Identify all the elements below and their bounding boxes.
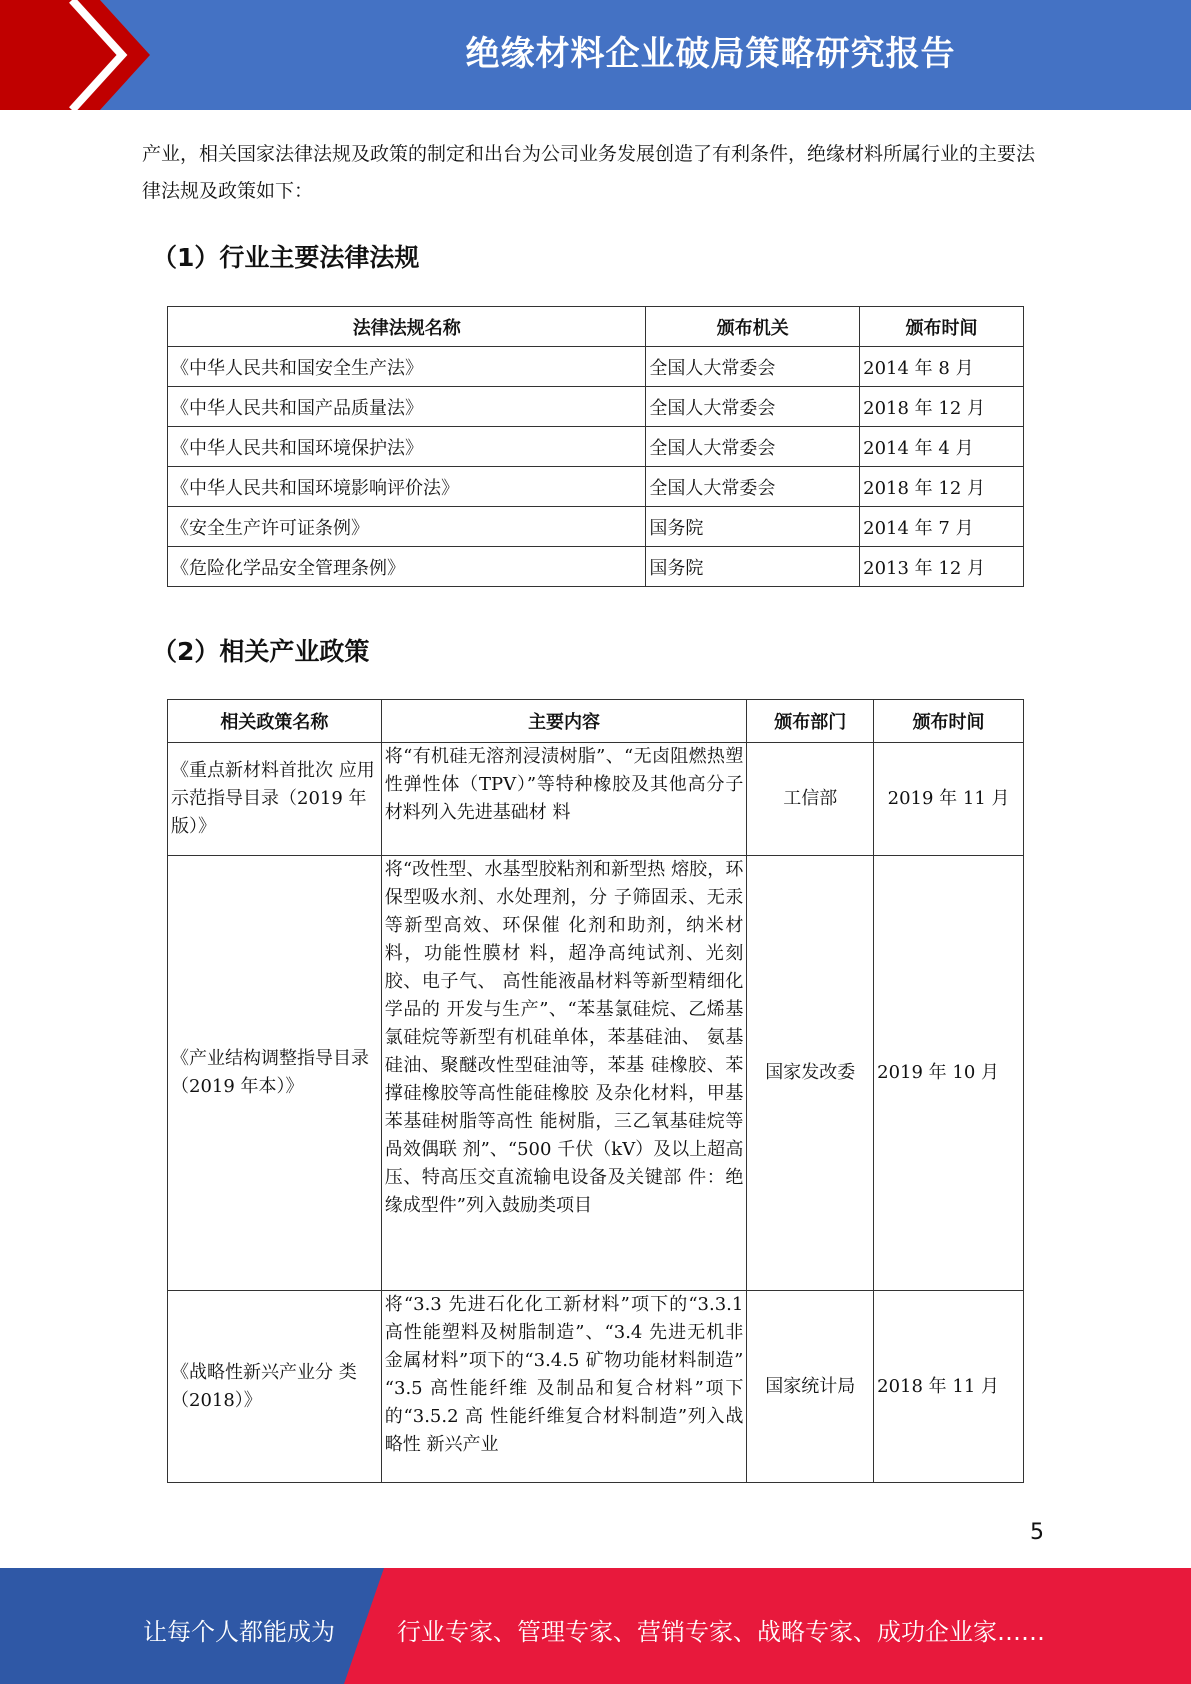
date-cell: 2019 年 10 月 bbox=[874, 856, 1024, 1291]
column-header-date: 颁布时间 bbox=[860, 307, 1024, 347]
date-cell: 2018 年 12 月 bbox=[860, 467, 1024, 507]
law-name-cell: 《中华人民共和国环境保护法》 bbox=[168, 427, 646, 467]
table-row bbox=[168, 856, 1024, 1291]
header-banner bbox=[0, 0, 1191, 110]
date-cell: 2018 年 11 月 bbox=[874, 1291, 1024, 1483]
footer-slogan-right: 行业专家、管理专家、营销专家、战略专家、成功企业家…… bbox=[397, 1618, 1045, 1646]
date-cell: 2018 年 12 月 bbox=[860, 387, 1024, 427]
column-header-content: 主要内容 bbox=[381, 700, 747, 743]
column-header-authority: 颁布机关 bbox=[646, 307, 860, 347]
intro-paragraph: 产业，相关国家法律法规及政策的制定和出台为公司业务发展创造了有利条件，绝缘材料所属行业的主要法律法规及政策如下： bbox=[142, 143, 1036, 202]
footer-slogan-left: 让每个人都能成为 bbox=[143, 1618, 335, 1646]
date-cell: 2019 年 11 月 bbox=[874, 743, 1024, 856]
authority-cell: 全国人大常委会 bbox=[646, 347, 860, 387]
column-header-law-name: 法律法规名称 bbox=[168, 307, 646, 347]
policies-table bbox=[167, 699, 1024, 1483]
laws-table-header bbox=[168, 307, 1024, 347]
law-name-cell: 《中华人民共和国安全生产法》 bbox=[168, 347, 646, 387]
policy-name-cell: 《战略性新兴产业分 类（2018）》 bbox=[168, 1291, 382, 1483]
table-row bbox=[168, 387, 1024, 427]
table-row bbox=[168, 507, 1024, 547]
policy-name-cell: 《产业结构调整指导目录（2019 年本）》 bbox=[168, 856, 382, 1291]
table-row bbox=[168, 427, 1024, 467]
table-row bbox=[168, 347, 1024, 387]
header-arrow-graphic bbox=[0, 0, 160, 110]
table-row bbox=[168, 1291, 1024, 1483]
authority-cell: 全国人大常委会 bbox=[646, 467, 860, 507]
law-name-cell: 《中华人民共和国产品质量法》 bbox=[168, 387, 646, 427]
department-cell: 工信部 bbox=[747, 743, 874, 856]
page-number: 5 bbox=[1030, 1520, 1044, 1545]
policy-content-cell: 将“有机硅无溶剂浸渍树脂”、“无卤阻燃热塑性弹性体（TPV）”等特种橡胶及其他高分子材料列入先进基础材 料 bbox=[381, 743, 747, 856]
authority-cell: 全国人大常委会 bbox=[646, 387, 860, 427]
law-name-cell: 《安全生产许可证条例》 bbox=[168, 507, 646, 547]
authority-cell: 全国人大常委会 bbox=[646, 427, 860, 467]
table-row bbox=[168, 547, 1024, 587]
column-header-date: 颁布时间 bbox=[874, 700, 1024, 743]
department-cell: 国家统计局 bbox=[747, 1291, 874, 1483]
department-cell: 国家发改委 bbox=[747, 856, 874, 1291]
law-name-cell: 《中华人民共和国环境影响评价法》 bbox=[168, 467, 646, 507]
date-cell: 2014 年 7 月 bbox=[860, 507, 1024, 547]
date-cell: 2014 年 4 月 bbox=[860, 427, 1024, 467]
laws-table bbox=[167, 306, 1024, 587]
date-cell: 2013 年 12 月 bbox=[860, 547, 1024, 587]
policy-content-cell: 将“改性型、水基型胶粘剂和新型热 熔胶，环保型吸水剂、水处理剂，分 子筛固汞、无汞等新型高效、环保催 化剂和助剂，纳米材料，功能性膜材 料，超净高纯试剂、光刻胶、电子气、 高性能液晶材料等新型精细化学品的 开发与生产”、“苯基氯硅烷、乙烯基 氯硅烷等新型有机硅单体，苯基硅油、 氨基硅油、聚醚改性型硅油等，苯基 硅橡胶、苯撑硅橡胶等高性能硅橡胶 及杂化材料，甲基苯基硅树脂等高性 能树脂，三乙氧基硅烷等咼效偶联 剂”、“500 千伏（kV）及以上超高压、特高压交直流输电设备及关键部 件：绝缘成型件”列入鼓励类项目 bbox=[381, 856, 747, 1291]
date-cell: 2014 年 8 月 bbox=[860, 347, 1024, 387]
policies-table-header bbox=[168, 700, 1024, 743]
authority-cell: 国务院 bbox=[646, 507, 860, 547]
table-row bbox=[168, 743, 1024, 856]
page-title: 绝缘材料企业破局策略研究报告 bbox=[465, 34, 956, 74]
column-header-department: 颁布部门 bbox=[747, 700, 874, 743]
authority-cell: 国务院 bbox=[646, 547, 860, 587]
law-name-cell: 《危险化学品安全管理条例》 bbox=[168, 547, 646, 587]
policy-content-cell: 将“3.3 先进石化化工新材料”项下的“3.3.1 高性能塑料及树脂制造”、“3.4 先进无机非金属材料”项下的“3.4.5 矿物功能材料制造” “3.5 高性能纤维 及制品和复合材料”项下的“3.5.2 高 性能纤维复合材料制造”列入战略性 新兴产业 bbox=[381, 1291, 747, 1483]
table-row bbox=[168, 467, 1024, 507]
policy-name-cell: 《重点新材料首批次 应用示范指导目录（2019 年版）》 bbox=[168, 743, 382, 856]
column-header-policy-name: 相关政策名称 bbox=[168, 700, 382, 743]
section1-heading: （1）行业主要法律法规 bbox=[152, 243, 420, 272]
section2-heading: （2）相关产业政策 bbox=[152, 637, 370, 666]
